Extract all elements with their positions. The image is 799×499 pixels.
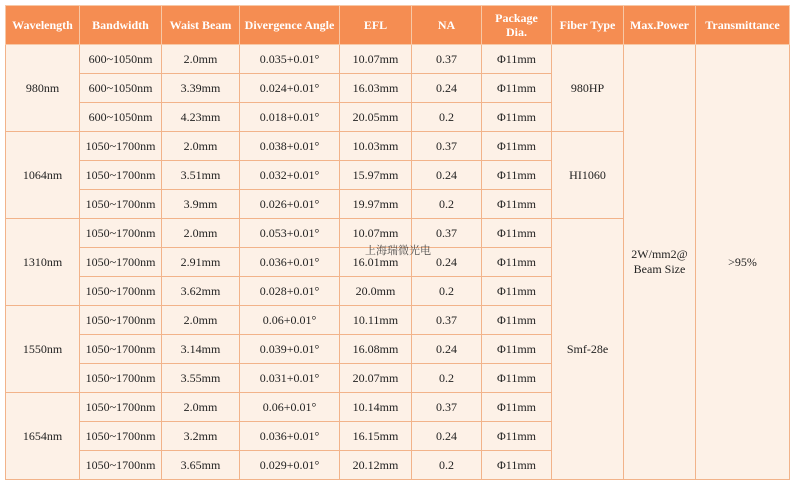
spec-table-wrapper	[5, 5, 790, 480]
header-fiber-type: Fiber Type	[552, 6, 624, 45]
efl-cell: 20.05mm	[340, 103, 412, 132]
max-power-cell: 2W/mm2@ Beam Size	[624, 45, 696, 480]
waist-beam-cell: 3.9mm	[162, 190, 240, 219]
header-max-power: Max.Power	[624, 6, 696, 45]
header-bandwidth: Bandwidth	[80, 6, 162, 45]
na-cell: 0.24	[412, 422, 482, 451]
na-cell: 0.2	[412, 277, 482, 306]
bandwidth-cell: 1050~1700nm	[80, 306, 162, 335]
divergence-cell: 0.028+0.01°	[240, 277, 340, 306]
wavelength-cell: 1654nm	[6, 393, 80, 480]
efl-cell: 20.0mm	[340, 277, 412, 306]
header-na: NA	[412, 6, 482, 45]
efl-cell: 20.12mm	[340, 451, 412, 480]
bandwidth-cell: 1050~1700nm	[80, 248, 162, 277]
waist-beam-cell: 3.65mm	[162, 451, 240, 480]
waist-beam-cell: 2.0mm	[162, 45, 240, 74]
divergence-cell: 0.036+0.01°	[240, 422, 340, 451]
efl-cell: 10.07mm	[340, 45, 412, 74]
bandwidth-cell: 1050~1700nm	[80, 393, 162, 422]
waist-beam-cell: 2.0mm	[162, 306, 240, 335]
package-cell: Φ11mm	[482, 393, 552, 422]
watermark-text: 上海瑞微光电	[365, 244, 431, 257]
header-efl: EFL	[340, 6, 412, 45]
efl-cell: 19.97mm	[340, 190, 412, 219]
divergence-cell: 0.026+0.01°	[240, 190, 340, 219]
divergence-cell: 0.024+0.01°	[240, 74, 340, 103]
bandwidth-cell: 600~1050nm	[80, 74, 162, 103]
waist-beam-cell: 3.51mm	[162, 161, 240, 190]
header-package-dia: Package Dia.	[482, 6, 552, 45]
waist-beam-cell: 3.2mm	[162, 422, 240, 451]
na-cell: 0.24	[412, 74, 482, 103]
package-cell: Φ11mm	[482, 190, 552, 219]
efl-cell: 10.11mm	[340, 306, 412, 335]
na-cell: 0.2	[412, 190, 482, 219]
waist-beam-cell: 2.0mm	[162, 219, 240, 248]
package-cell: Φ11mm	[482, 422, 552, 451]
efl-cell: 15.97mm	[340, 161, 412, 190]
package-cell: Φ11mm	[482, 306, 552, 335]
header-wavelength: Wavelength	[6, 6, 80, 45]
waist-beam-cell: 3.62mm	[162, 277, 240, 306]
waist-beam-cell: 2.0mm	[162, 132, 240, 161]
package-cell: Φ11mm	[482, 103, 552, 132]
bandwidth-cell: 1050~1700nm	[80, 451, 162, 480]
divergence-cell: 0.06+0.01°	[240, 393, 340, 422]
fiber-type-cell: Smf-28e	[552, 219, 624, 480]
na-cell: 0.24	[412, 335, 482, 364]
fiber-type-cell: 980HP	[552, 45, 624, 132]
na-cell: 0.2	[412, 103, 482, 132]
header-transmittance: Transmittance	[696, 6, 790, 45]
na-cell: 0.37	[412, 45, 482, 74]
efl-cell: 16.15mm	[340, 422, 412, 451]
header-row	[6, 6, 790, 45]
wavelength-cell: 1550nm	[6, 306, 80, 393]
bandwidth-cell: 1050~1700nm	[80, 335, 162, 364]
divergence-cell: 0.018+0.01°	[240, 103, 340, 132]
divergence-cell: 0.035+0.01°	[240, 45, 340, 74]
table-row	[6, 45, 790, 74]
bandwidth-cell: 1050~1700nm	[80, 190, 162, 219]
package-cell: Φ11mm	[482, 277, 552, 306]
na-cell: 0.37	[412, 132, 482, 161]
bandwidth-cell: 1050~1700nm	[80, 219, 162, 248]
efl-cell: 10.03mm	[340, 132, 412, 161]
package-cell: Φ11mm	[482, 248, 552, 277]
efl-cell: 10.07mm	[340, 219, 412, 248]
divergence-cell: 0.032+0.01°	[240, 161, 340, 190]
waist-beam-cell: 2.0mm	[162, 393, 240, 422]
bandwidth-cell: 1050~1700nm	[80, 161, 162, 190]
divergence-cell: 0.029+0.01°	[240, 451, 340, 480]
na-cell: 0.37	[412, 306, 482, 335]
bandwidth-cell: 1050~1700nm	[80, 422, 162, 451]
divergence-cell: 0.06+0.01°	[240, 306, 340, 335]
package-cell: Φ11mm	[482, 161, 552, 190]
spec-table	[5, 5, 790, 480]
na-cell: 0.24	[412, 248, 482, 277]
package-cell: Φ11mm	[482, 451, 552, 480]
bandwidth-cell: 1050~1700nm	[80, 364, 162, 393]
header-waist-beam: Waist Beam	[162, 6, 240, 45]
waist-beam-cell: 4.23mm	[162, 103, 240, 132]
efl-cell: 20.07mm	[340, 364, 412, 393]
transmittance-cell: >95%	[696, 45, 790, 480]
header-divergence-angle: Divergence Angle	[240, 6, 340, 45]
wavelength-cell: 980nm	[6, 45, 80, 132]
na-cell: 0.24	[412, 161, 482, 190]
waist-beam-cell: 2.91mm	[162, 248, 240, 277]
na-cell: 0.37	[412, 219, 482, 248]
efl-cell: 16.01mm	[340, 248, 412, 277]
divergence-cell: 0.053+0.01°	[240, 219, 340, 248]
efl-cell: 16.03mm	[340, 74, 412, 103]
divergence-cell: 0.036+0.01°	[240, 248, 340, 277]
package-cell: Φ11mm	[482, 335, 552, 364]
bandwidth-cell: 600~1050nm	[80, 103, 162, 132]
divergence-cell: 0.038+0.01°	[240, 132, 340, 161]
bandwidth-cell: 600~1050nm	[80, 45, 162, 74]
fiber-type-cell: HI1060	[552, 132, 624, 219]
package-cell: Φ11mm	[482, 219, 552, 248]
na-cell: 0.37	[412, 393, 482, 422]
package-cell: Φ11mm	[482, 132, 552, 161]
waist-beam-cell: 3.55mm	[162, 364, 240, 393]
package-cell: Φ11mm	[482, 364, 552, 393]
na-cell: 0.2	[412, 451, 482, 480]
wavelength-cell: 1310nm	[6, 219, 80, 306]
package-cell: Φ11mm	[482, 74, 552, 103]
package-cell: Φ11mm	[482, 45, 552, 74]
bandwidth-cell: 1050~1700nm	[80, 132, 162, 161]
bandwidth-cell: 1050~1700nm	[80, 277, 162, 306]
efl-cell: 16.08mm	[340, 335, 412, 364]
waist-beam-cell: 3.14mm	[162, 335, 240, 364]
na-cell: 0.2	[412, 364, 482, 393]
efl-cell: 10.14mm	[340, 393, 412, 422]
divergence-cell: 0.031+0.01°	[240, 364, 340, 393]
waist-beam-cell: 3.39mm	[162, 74, 240, 103]
wavelength-cell: 1064nm	[6, 132, 80, 219]
divergence-cell: 0.039+0.01°	[240, 335, 340, 364]
